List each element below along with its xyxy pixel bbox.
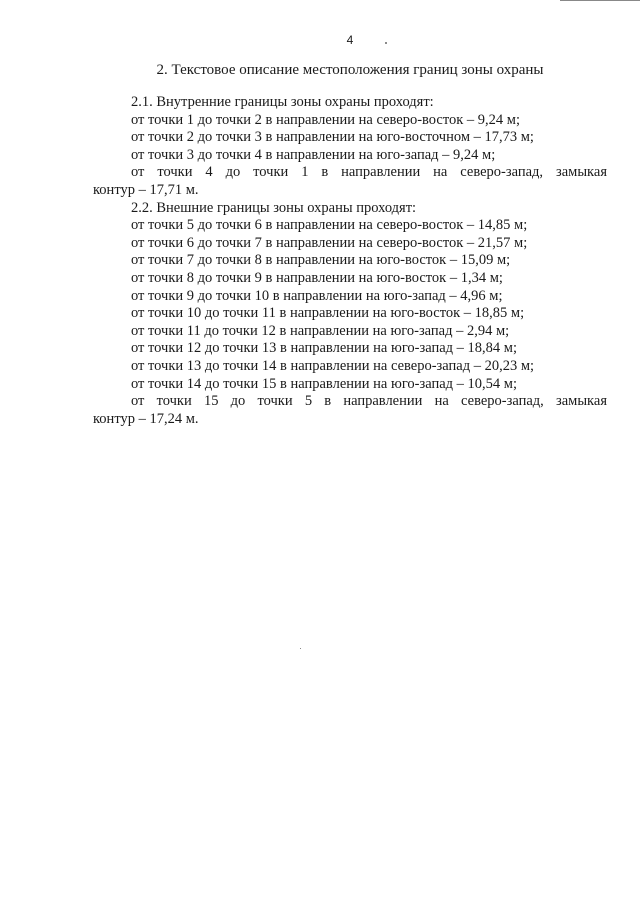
inner-boundary-line: от точки 1 до точки 2 в направлении на северо-восток – 9,24 м;: [131, 111, 520, 128]
outer-boundary-line: от точки 5 до точки 6 в направлении на северо-восток – 14,85 м;: [131, 217, 528, 234]
inner-boundary-line: от точки 2 до точки 3 в направлении на юго-восточном – 17,73 м;: [131, 129, 534, 146]
inner-closing-continuation: контур – 17,71 м.: [93, 181, 199, 198]
section-heading: 2. Текстовое описание местоположения границ зоны охраны: [156, 62, 544, 78]
scan-artifact: [300, 648, 301, 649]
inner-boundary-line: от точки 3 до точки 4 в направлении на юго-запад – 9,24 м;: [131, 146, 496, 163]
outer-closing-line: от точки 15 до точки 5 в направлении на северо-запад, замыкая: [131, 393, 607, 410]
outer-boundary-line: от точки 11 до точки 12 в направлении на юго-запад – 2,94 м;: [131, 322, 510, 339]
outer-boundary-line: от точки 6 до точки 7 в направлении на северо-восток – 21,57 м;: [131, 234, 528, 251]
outer-boundary-line: от точки 7 до точки 8 в направлении на юго-восток – 15,09 м;: [131, 252, 511, 269]
page-number: 4: [346, 33, 354, 47]
outer-boundary-line: от точки 12 до точки 13 в направлении на юго-запад – 18,84 м;: [131, 340, 517, 357]
outer-boundaries-heading: 2.2. Внешние границы зоны охраны проходят:: [131, 199, 417, 216]
document-body: [93, 94, 607, 428]
outer-boundary-line: от точки 13 до точки 14 в направлении на северо-запад – 20,23 м;: [131, 357, 535, 374]
outer-boundary-line: от точки 10 до точки 11 в направлении на юго-восток – 18,85 м;: [131, 305, 525, 322]
scan-corner-mark: [560, 0, 640, 4]
outer-boundary-line: от точки 9 до точки 10 в направлении на юго-запад – 4,96 м;: [131, 287, 503, 304]
outer-boundary-line: от точки 8 до точки 9 в направлении на юго-восток – 1,34 м;: [131, 269, 503, 286]
outer-boundary-line: от точки 14 до точки 15 в направлении на юго-запад – 10,54 м;: [131, 375, 517, 392]
inner-boundaries-heading: 2.1. Внутренние границы зоны охраны проходят:: [131, 94, 434, 110]
scan-artifact: [385, 42, 387, 44]
inner-closing-line: от точки 4 до точки 1 в направлении на северо-запад, замыкая: [131, 164, 607, 181]
outer-closing-continuation: контур – 17,24 м.: [93, 410, 199, 427]
